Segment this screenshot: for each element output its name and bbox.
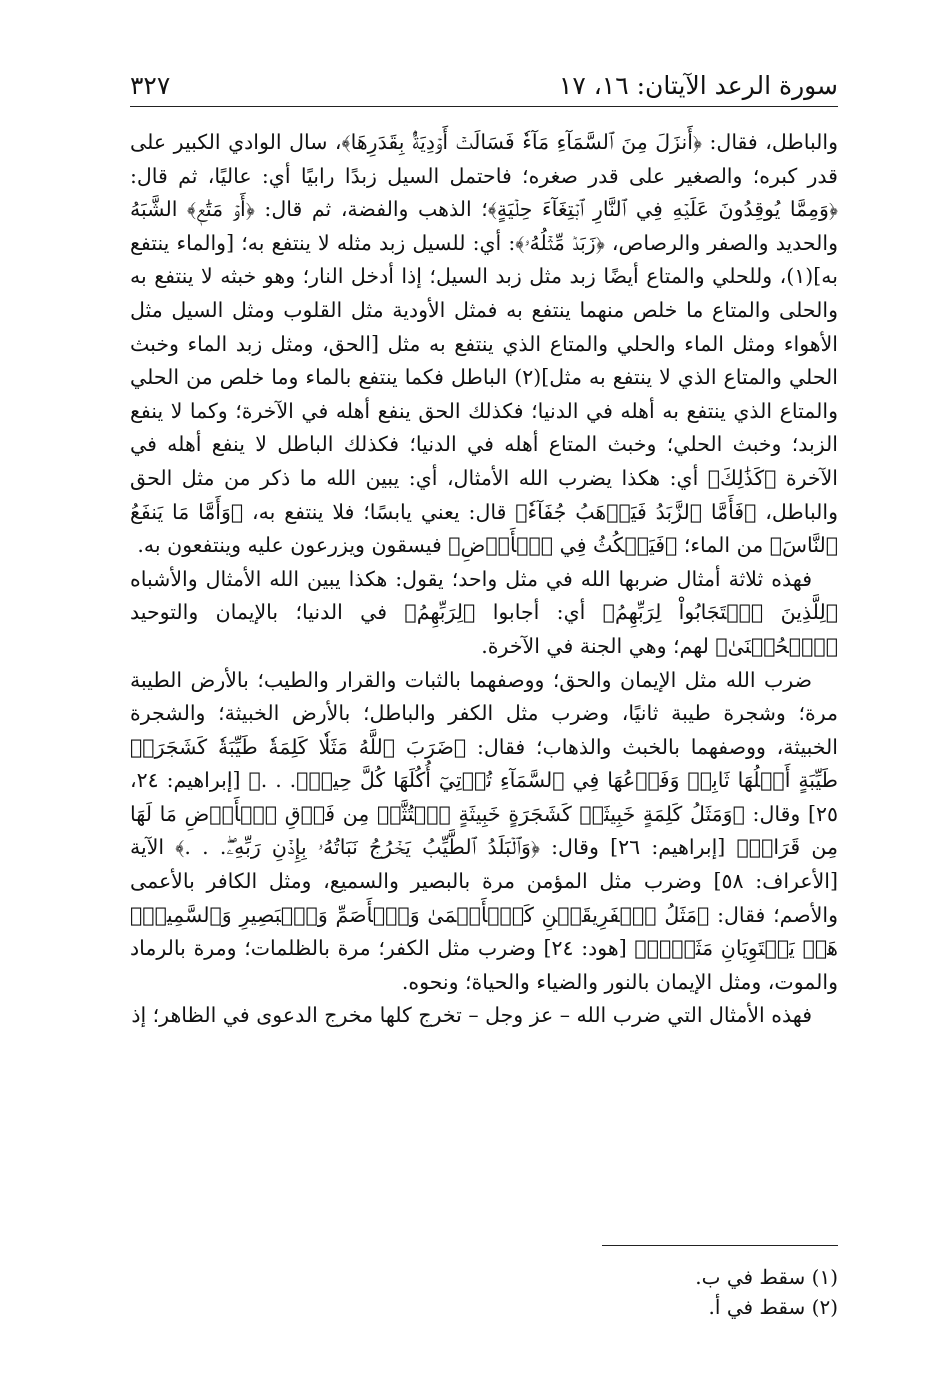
footnotes	[130, 1262, 838, 1322]
paragraph: فهذه ثلاثة أمثال ضربها الله في مثل واحد؛ يقول: هكذا يبين الله الأمثال والأشباه ﴿لِلَّذِينَ ٱسۡتَجَابُواْ لِرَبِّهِمُ﴾ أي: أجابوا ﴿لِرَبِّهِمُ﴾ في الدنيا؛ بالإيمان والتوحيد ﴿ٱلۡحُسۡنَىٰ﴾ لهم؛ وهي الجنة في الآخرة.	[130, 566, 838, 658]
footnote: (٢) سقط في أ.	[708, 1295, 838, 1319]
page-header	[130, 60, 838, 100]
main-text	[130, 126, 838, 1033]
footnote: (١) سقط في ب.	[695, 1265, 838, 1289]
page-number: ٣٢٧	[130, 71, 171, 100]
paragraph: والباطل، فقال: ﴿أَنزَلَ مِنَ ٱلسَّمَآءِ مَآءٗ فَسَالَتۡ أَوۡدِيَةُۢ بِقَدَرِهَا﴾، سال الوادي الكبير على قدر كبره؛ والصغير على قدر صغره؛ فاحتمل السيل زبدًا رابيًا أي: عاليًا، ثم قال: ﴿وَمِمَّا يُوقِدُونَ عَلَيۡهِ فِي ٱلنَّارِ ٱبۡتِغَآءَ حِلۡيَةٍ﴾؛ الذهب والفضة، ثم قال: ﴿أَوۡ مَتَٰعٖ﴾ الشَّبَهُ والحديد والصفر والرصاص، ﴿زَبَدٞ مِّثۡلُهُۥ﴾: أي: للسيل زبد مثله لا ينتفع به؛ [والماء ينتفع به](١)، وللحلي والمتاع أيضًا زبد مثل زبد السيل؛ إذا أدخل النار؛ وهو خبثه لا ينتفع به والحلى والمتاع ما خلص منهما ينتفع به فمثل الأودية مثل القلوب ومثل السيل مثل الأهواء ومثل الماء والحلي والمتاع الذي ينتفع به مثل [الحق، ومثل زبد الماء وخبث الحلي والمتاع الذي لا ينتفع به مثل](٢) الباطل فكما ينتفع بالماء وما خلص من الحلي والمتاع الذي ينتفع به أهله في الدنيا؛ فكذلك الحق ينفع أهله في الآخرة؛ وكما لا ينفع الزبد؛ وخبث الحلي؛ وخبث المتاع أهله في الدنيا؛ فكذلك الباطل لا ينفع أهله في الآخرة ﴿كَذَٰلِكَ﴾ أي: هكذا يضرب الله الأمثال، أي: يبين الله ما ذكر من مثل الحق والباطل، ﴿فَأَمَّا ٱلزَّبَدُ فَيَذۡهَبُ جُفَآءٗ﴾ قال: يعني يابسًا؛ فلا ينتفع به، ﴿وَأَمَّا مَا يَنفَعُ ٱلنَّاسَ﴾ من الماء؛ ﴿فَيَمۡكُثُ فِي ٱلۡأَرۡضِ﴾ فيسقون ويزرعون عليه وينتفعون به.	[130, 130, 838, 558]
paragraph: فهذه الأمثال التي ضرب الله – عز وجل – تخرج كلها مخرج الدعوى في الظاهر؛ إذ	[131, 1003, 812, 1028]
header-rule	[130, 106, 838, 107]
running-title: سورة الرعد الآيتان: ١٦، ١٧	[558, 71, 838, 100]
paragraph: ضرب الله مثل الإيمان والحق؛ ووصفهما بالثبات والقرار والطيب؛ بالأرض الطيبة مرة؛ وشجرة طيبة ثانيًا، وضرب مثل الكفر والباطل؛ بالأرض الخبيثة؛ والشجرة الخبيثة، ووصفهما بالخبث والذهاب؛ فقال: ﴿ضَرَبَ ٱللَّهُ مَثَلٗا كَلِمَةٗ طَيِّبَةٗ كَشَجَرَةٖ طَيِّبَةٍ أَصۡلُهَا ثَابِتٞ وَفَرۡعُهَا فِي ٱلسَّمَآءِ تُؤۡتِيٓ أُكُلَهَا كُلَّ حِينِۭ. . .﴾ [إبراهيم: ٢٤، ٢٥] وقال: ﴿وَمَثَلُ كَلِمَةٍ خَبِيثَةٖ كَشَجَرَةٍ خَبِيثَةٍ ٱجۡتُثَّتۡ مِن فَوۡقِ ٱلۡأَرۡضِ مَا لَهَا مِن قَرَارٖ﴾ [إبراهيم: ٢٦] وقال: ﴿وَٱلۡبَلَدُ ٱلطَّيِّبُ يَخۡرُجُ نَبَاتُهُۥ بِإِذۡنِ رَبِّهِۦۖ. . .﴾ الآية [الأعراف: ٥٨] وضرب مثل المؤمن مرة بالبصير والسميع، ومثل الكافر بالأعمى والأصم؛ فقال: ﴿مَثَلُ ٱلۡفَرِيقَيۡنِ كَٱلۡأَعۡمَىٰ وَٱلۡأَصَمِّ وَٱلۡبَصِيرِ وَٱلسَّمِيعِۚ هَلۡ يَسۡتَوِيَانِ مَثَلًاۚ﴾ [هود: ٢٤] وضرب مثل الكفر؛ مرة بالظلمات؛ ومرة بالرماد والموت، ومثل الإيمان بالنور والضياء والحياة؛ ونحوه.	[130, 667, 838, 994]
footnote-rule	[602, 1245, 838, 1246]
